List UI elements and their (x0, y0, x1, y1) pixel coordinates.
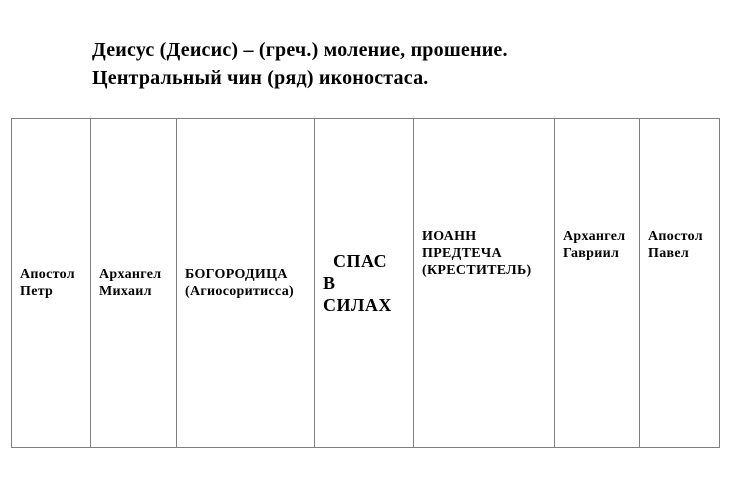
cell-line: Гавриил (563, 246, 620, 261)
cell-line: ПРЕДТЕЧА (422, 246, 502, 261)
cell-theotokos (177, 119, 315, 448)
deesis-table (11, 118, 720, 448)
cell-line: Павел (648, 246, 690, 261)
cell-line: БОГОРОДИЦА (185, 267, 288, 282)
page-title (92, 36, 508, 92)
cell-line: (КРЕСТИТЕЛЬ) (422, 263, 532, 278)
cell-line: СИЛАХ (323, 295, 392, 315)
cell-line: Михаил (99, 284, 152, 299)
cell-apostle-peter (12, 119, 91, 448)
cell-line: Архангел (99, 267, 162, 282)
cell-line: Петр (20, 284, 54, 299)
title-line-1: Деисус (Деисис) – (греч.) моление, прошение. (92, 39, 508, 61)
cell-line: В (323, 273, 336, 293)
cell-line: ИОАНН (422, 229, 477, 244)
cell-line: Апостол (20, 267, 75, 282)
title-line-2: Центральный чин (ряд) иконостаса. (92, 67, 429, 89)
table-row (12, 119, 720, 448)
cell-archangel-michael (91, 119, 177, 448)
cell-line: СПАС (333, 251, 388, 271)
cell-line: Апостол (648, 229, 703, 244)
cell-john-forerunner (414, 119, 555, 448)
cell-archangel-gabriel (555, 119, 640, 448)
cell-line: (Агиосоритисса) (185, 284, 294, 299)
cell-apostle-paul (640, 119, 720, 448)
cell-savior-in-powers (315, 119, 414, 448)
cell-line: Архангел (563, 229, 626, 244)
